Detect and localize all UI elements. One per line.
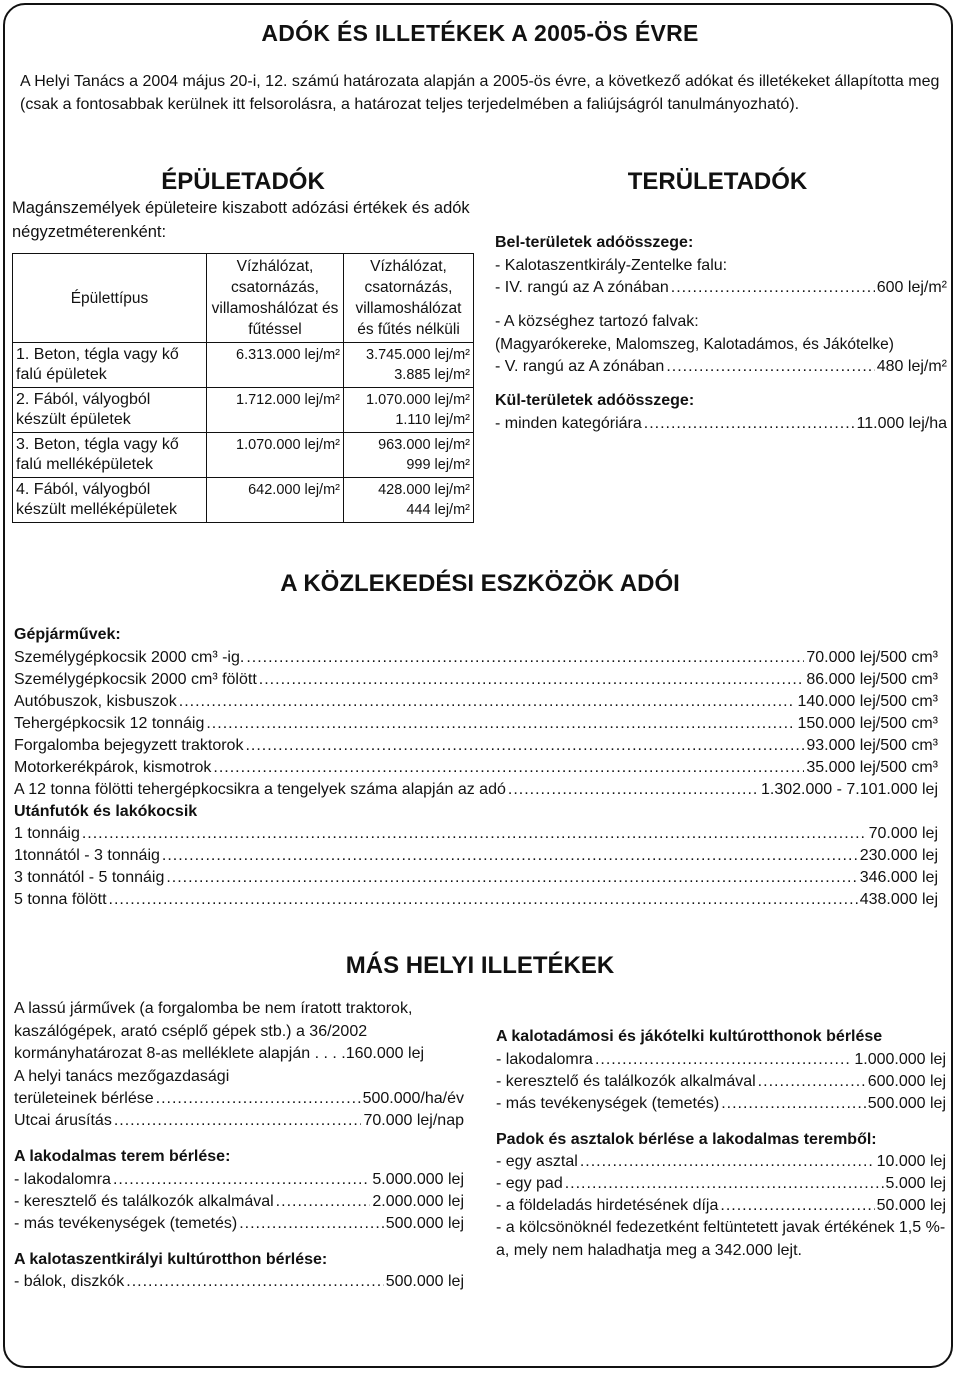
item-value: 2.000.000 lej — [372, 1192, 464, 1210]
bel-line: - Kalotaszentkirály-Zentelke falu: — [495, 256, 728, 274]
value-without-heating — [344, 388, 474, 433]
gep-list — [14, 647, 938, 801]
item-label: Személygépkocsik 2000 cm³ -ig. — [14, 648, 245, 666]
item-label: - lakodalomra — [496, 1050, 593, 1068]
leader-dots — [644, 413, 855, 435]
item-label: - a földeladás hirdetésének díja — [496, 1197, 719, 1214]
item-label: A 12 tonna fölötti tehergépkocsikra a tengelyek száma alapján az adó — [14, 780, 506, 798]
item-label: Tehergépkocsik 12 tonnáig — [14, 714, 205, 732]
item-label: 5 tonna fölött — [14, 891, 107, 908]
value-line: 428.000 lej/m² — [378, 482, 470, 498]
value-without-heating — [344, 433, 474, 478]
leader-dots — [245, 735, 804, 757]
lakodalmas-heading: A lakodalmas terem bérlése: — [14, 1148, 231, 1165]
padok-heading: Padok és asztalok bérlése a lakodalmas teremből: — [496, 1130, 877, 1148]
item-value: 5.000 lej — [885, 1175, 946, 1192]
item-label: - IV. rangú az A zónában — [495, 279, 669, 296]
utan-heading: Utánfutók és lakókocsik — [14, 802, 198, 820]
table-row — [13, 343, 474, 388]
leader-dots — [113, 1169, 370, 1191]
header-without-heating: Vízhálózat, csatornázás, villamoshálózat és fűtés nélküli — [344, 254, 474, 343]
item-value: 230.000 lej — [859, 847, 938, 864]
value-with-heating: 1.070.000 lej/m² — [207, 433, 344, 478]
leader-dots — [259, 669, 805, 691]
item-value: 70.000 lej/nap — [363, 1112, 464, 1129]
list-item — [14, 1213, 464, 1235]
bel-heading: Bel-területek adóösszege: — [495, 234, 694, 251]
item-value: 500.000/ha/év — [362, 1090, 464, 1107]
kalotadamos-list — [496, 1049, 946, 1115]
list-item — [14, 889, 938, 911]
item-label: - V. rangú az A zónában — [495, 358, 665, 375]
leader-dots — [162, 845, 858, 867]
land-rent-text: A helyi tanács mezőgazdasági — [14, 1067, 230, 1085]
list-item — [14, 691, 938, 713]
leader-dots — [721, 1093, 866, 1115]
list-item — [496, 1093, 946, 1115]
illetekek-title: MÁS HELYI ILLETÉKEK — [345, 952, 615, 979]
kul-item — [495, 413, 947, 435]
value-line: 963.000 lej/m² — [378, 437, 470, 453]
table-row — [13, 388, 474, 433]
bel-line: (Magyarókereke, Malomszeg, Kalotadámos, és Jákótelke) — [495, 335, 894, 353]
item-value: 11.000 lej/ha — [856, 414, 947, 432]
list-item — [14, 845, 938, 867]
item-label: - minden kategóriára — [495, 414, 642, 432]
leader-dots — [166, 867, 857, 889]
bel-item — [495, 277, 947, 299]
leader-dots — [156, 1088, 361, 1110]
leader-dots — [213, 757, 804, 779]
utan-list — [14, 823, 938, 911]
value-line: 1.110 lej/m² — [395, 412, 470, 428]
leader-dots — [758, 1071, 866, 1093]
list-item — [496, 1049, 946, 1071]
item-value: 93.000 lej/500 cm³ — [806, 736, 938, 754]
item-value: 500.000 lej — [385, 1214, 464, 1232]
list-item — [14, 757, 938, 779]
item-label: - egy pad — [496, 1175, 563, 1192]
teruletadok-title: TERÜLETADÓK — [627, 168, 808, 195]
item-value: 50.000 lej — [876, 1197, 946, 1214]
item-label: - más tevékenységek (temetés) — [14, 1214, 238, 1232]
list-item — [14, 867, 938, 889]
item-label: Forgalomba bejegyzett traktorok — [14, 736, 244, 754]
table-header-row — [13, 254, 474, 343]
item-value: 150.000 lej/500 cm³ — [797, 714, 938, 732]
item-label: 1 tonnáig — [14, 825, 80, 842]
bel-item — [495, 356, 947, 378]
leader-dots — [126, 1271, 383, 1293]
list-item — [14, 1169, 464, 1191]
item-label: Utcai árusítás — [14, 1112, 112, 1129]
list-item — [496, 1151, 946, 1173]
list-item — [14, 1191, 464, 1213]
leader-dots — [595, 1049, 852, 1071]
leader-dots: . . . . — [314, 1045, 346, 1062]
item-value: 500.000 lej — [867, 1094, 946, 1112]
kalotadamos-heading: A kalotadámosi és jákótelki kultúrotthonok bérlése — [496, 1028, 883, 1045]
value-without-heating — [344, 478, 474, 523]
illetekek-right — [496, 1026, 946, 1262]
item-value: 140.000 lej/500 cm³ — [797, 692, 938, 710]
list-item — [14, 1271, 464, 1293]
illetekek-left — [14, 998, 464, 1293]
list-item — [14, 1088, 464, 1110]
leader-dots — [720, 1195, 874, 1217]
epuletadok-subtitle: Magánszemélyek épületeire kiszabott adózási értékek és adók négyzetméterenként: — [12, 199, 470, 241]
slow-vehicles-text: A lassú járművek (a forgalomba be nem íratott traktorok, kaszálógépek, arató cséplő gépek stb.) a 36/2002 kormányhatározat 8-as melléklete alapján — [14, 1000, 413, 1062]
item-value: 86.000 lej/500 cm³ — [806, 670, 938, 688]
item-label: - keresztelő és találkozók alkalmával — [496, 1072, 756, 1090]
item-label: Motorkerékpárok, kismotrok — [14, 758, 212, 776]
item-value: 1.302.000 - 7.101.000 lej — [760, 780, 938, 798]
value-line: 444 lej/m² — [406, 502, 470, 518]
table-row — [13, 478, 474, 523]
item-label: - keresztelő és találkozók alkalmával — [14, 1192, 274, 1210]
item-value: 35.000 lej/500 cm³ — [806, 758, 938, 776]
leader-dots — [179, 691, 796, 713]
list-item — [496, 1195, 946, 1217]
item-value: 70.000 lej — [868, 825, 938, 842]
item-value: 70.000 lej/500 cm³ — [806, 648, 938, 666]
padok-note: - a kölcsönöknél fedezetként feltüntetett javak értékének 1,5 %-a, mely nem haladhatja meg a 342.000 lejt. — [496, 1219, 946, 1259]
kalotasz-list — [14, 1271, 464, 1293]
kalotasz-heading: A kalotaszentkirályi kultúrotthon bérlése: — [14, 1250, 328, 1268]
left-items — [14, 1088, 464, 1132]
list-item — [14, 735, 938, 757]
building-type: 4. Fából, vályogból készült melléképületek — [13, 478, 207, 523]
leader-dots — [109, 889, 858, 911]
epuletadok-title: ÉPÜLETADÓK — [161, 168, 325, 195]
value-with-heating: 642.000 lej/m² — [207, 478, 344, 523]
leader-dots — [580, 1151, 875, 1173]
item-value: 438.000 lej — [859, 891, 938, 908]
value-line: 3.745.000 lej/m² — [366, 347, 470, 363]
kozlekedes-block — [14, 624, 938, 911]
list-item — [496, 1173, 946, 1195]
item-label: Autóbuszok, kisbuszok — [14, 692, 177, 710]
leader-dots — [508, 779, 759, 801]
slow-vehicles-value: 160.000 lej — [345, 1045, 425, 1062]
value-with-heating: 6.313.000 lej/m² — [207, 343, 344, 388]
table-row — [13, 433, 474, 478]
item-label: - egy asztal — [496, 1153, 578, 1170]
leader-dots — [239, 1213, 384, 1235]
item-value: 500.000 lej — [385, 1273, 464, 1290]
bel-line: - A községhez tartozó falvak: — [495, 313, 699, 330]
item-value: 600 lej/m² — [876, 279, 947, 296]
item-value: 1.000.000 lej — [854, 1050, 946, 1068]
building-type: 2. Fából, vályogból készült épületek — [13, 388, 207, 433]
list-item — [14, 1110, 464, 1132]
leader-dots — [671, 277, 875, 299]
item-label: területeinek bérlése — [14, 1090, 154, 1107]
leader-dots — [206, 713, 795, 735]
item-label: 3 tonnától - 5 tonnáig — [14, 869, 165, 886]
item-label: - más tevékenységek (temetés) — [496, 1094, 720, 1112]
teruletadok-block — [495, 232, 947, 435]
list-item — [14, 669, 938, 691]
item-value: 5.000.000 lej — [372, 1170, 464, 1188]
padok-list — [496, 1151, 946, 1217]
item-value: 10.000 lej — [876, 1153, 946, 1170]
building-type: 3. Beton, tégla vagy kő falú melléképületek — [13, 433, 207, 478]
item-label: - lakodalomra — [14, 1170, 111, 1188]
building-type: 1. Beton, tégla vagy kő falú épületek — [13, 343, 207, 388]
list-item — [14, 713, 938, 735]
value-without-heating — [344, 343, 474, 388]
list-item — [14, 779, 938, 801]
gep-heading: Gépjárművek: — [14, 626, 121, 643]
value-line: 3.885 lej/m² — [394, 367, 470, 383]
building-tax-table — [12, 253, 474, 523]
leader-dots — [565, 1173, 884, 1195]
leader-dots — [82, 823, 867, 845]
item-value: 346.000 lej — [859, 869, 938, 886]
page-title: ADÓK ÉS ILLETÉKEK A 2005-ÖS ÉVRE — [261, 20, 699, 46]
kozlekedes-title: A KÖZLEKEDÉSI ESZKÖZÖK ADÓI — [280, 570, 680, 597]
item-label: 1tonnától - 3 tonnáig — [14, 847, 160, 864]
item-value: 600.000 lej — [867, 1072, 946, 1090]
lakodalmas-list — [14, 1169, 464, 1235]
value-line: 999 lej/m² — [406, 457, 470, 473]
leader-dots — [246, 647, 804, 669]
leader-dots — [276, 1191, 371, 1213]
item-label: - bálok, diszkók — [14, 1273, 125, 1290]
item-label: Személygépkocsik 2000 cm³ fölött — [14, 670, 257, 688]
item-value: 480 lej/m² — [876, 358, 947, 375]
leader-dots — [666, 356, 874, 378]
value-with-heating: 1.712.000 lej/m² — [207, 388, 344, 433]
intro-paragraph: A Helyi Tanács a 2004 május 20-i, 12. számú határozata alapján a 2005-ös évre, a következő adókat és illetékeket állapította meg (csak a fontosabbak kerülnek itt felsorolásra, a határozat teljes terjedelmében a faliújságról tanulmányozható). — [20, 73, 940, 113]
kul-heading: Kül-területek adóösszege: — [495, 392, 695, 409]
list-item — [14, 647, 938, 669]
header-building-type: Épülettípus — [13, 254, 207, 343]
value-line: 1.070.000 lej/m² — [366, 392, 470, 408]
list-item — [496, 1071, 946, 1093]
header-with-heating: Vízhálózat, csatornázás, villamoshálózat és fűtéssel — [207, 254, 344, 343]
list-item — [14, 823, 938, 845]
leader-dots — [114, 1110, 362, 1132]
